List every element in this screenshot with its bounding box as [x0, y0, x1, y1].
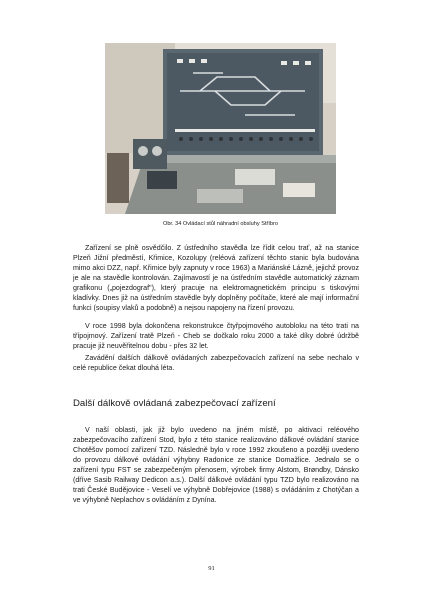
paragraph-autoblock-reconstruction: V roce 1998 byla dokončena rekonstrukce čtyřpojmového autobloku na této trati na třípojmový. Zařízení tratě Plzeň - Cheb se dočkalo roku 2000 a také díky dobré údržbě pracuje již neuvěřitelnou dobu - přes 32 let. [73, 322, 359, 350]
paragraph-central-interlocking: Zařízení se plně osvědčilo. Z ústředního stavědla lze řídit celou trať, až na stanice Plzeň Jižní předměstí, Křimice, Kozolupy (reléová zařízení těchto stanic byla budována mimo akci DZZ, např. Křimice byly zapnuty v roce 1963) a Mariánské Lázně, jejichž provoz je ale na stavědle kontrolován. Zajímavostí je na ústředním stavědle automatický záznam grafikonu („pojezdograf"), který pracuje na elektromagnetickém principu s tiskovými kladívky. Dnes již na ústředním stavědle byly doplněny počítače, které ale mají informační funkci (soupisy vlaků a podobně) a nejsou napojeny na řízení provozu. [73, 244, 359, 312]
paragraph-remote-control-intro: Zavádění dalších dálkově ovládaných zabezpečovacích zařízení na sebe nechalo v celé republice čekat dlouhá léta. [73, 354, 359, 372]
control-desk-illustration [105, 43, 336, 214]
figure-caption: Obr. 34 Ovládací stůl náhradní obsluhy Stříbro [162, 221, 279, 227]
page-number: 91 [208, 565, 215, 572]
paragraph-remote-control-details: V naší oblasti, jak již bylo uvedeno na jiném místě, po aktivaci reléového zabezpečovacího zařízení Stod, bylo z této stanice realizováno dálkové ovládání stanice Chotěšov pomocí zařízení TZD. Následně bylo v roce 1992 zkoušeno a později uvedeno do provozu dálkové ovládání výhybny Radonice ze stanice Domažlice. Jednalo se o zařízení typu FST se zabezpečeným přenosem, výrobek firmy Alstom, Brøndby, Dánsko (dříve Sasib Railway Dedicon a.s.). Další dálkové ovládání typu TZD bylo realizováno na trati České Budějovice - Veselí ve výhybně Dobřejovice (1988) s ovládáním z Chotýčan a ve výhybně Neplachov s ovládáním z Dynína. [73, 426, 359, 504]
section-heading: Další dálkově ovládaná zabezpečovací zařízení [73, 398, 276, 409]
control-desk-photo [105, 43, 336, 214]
